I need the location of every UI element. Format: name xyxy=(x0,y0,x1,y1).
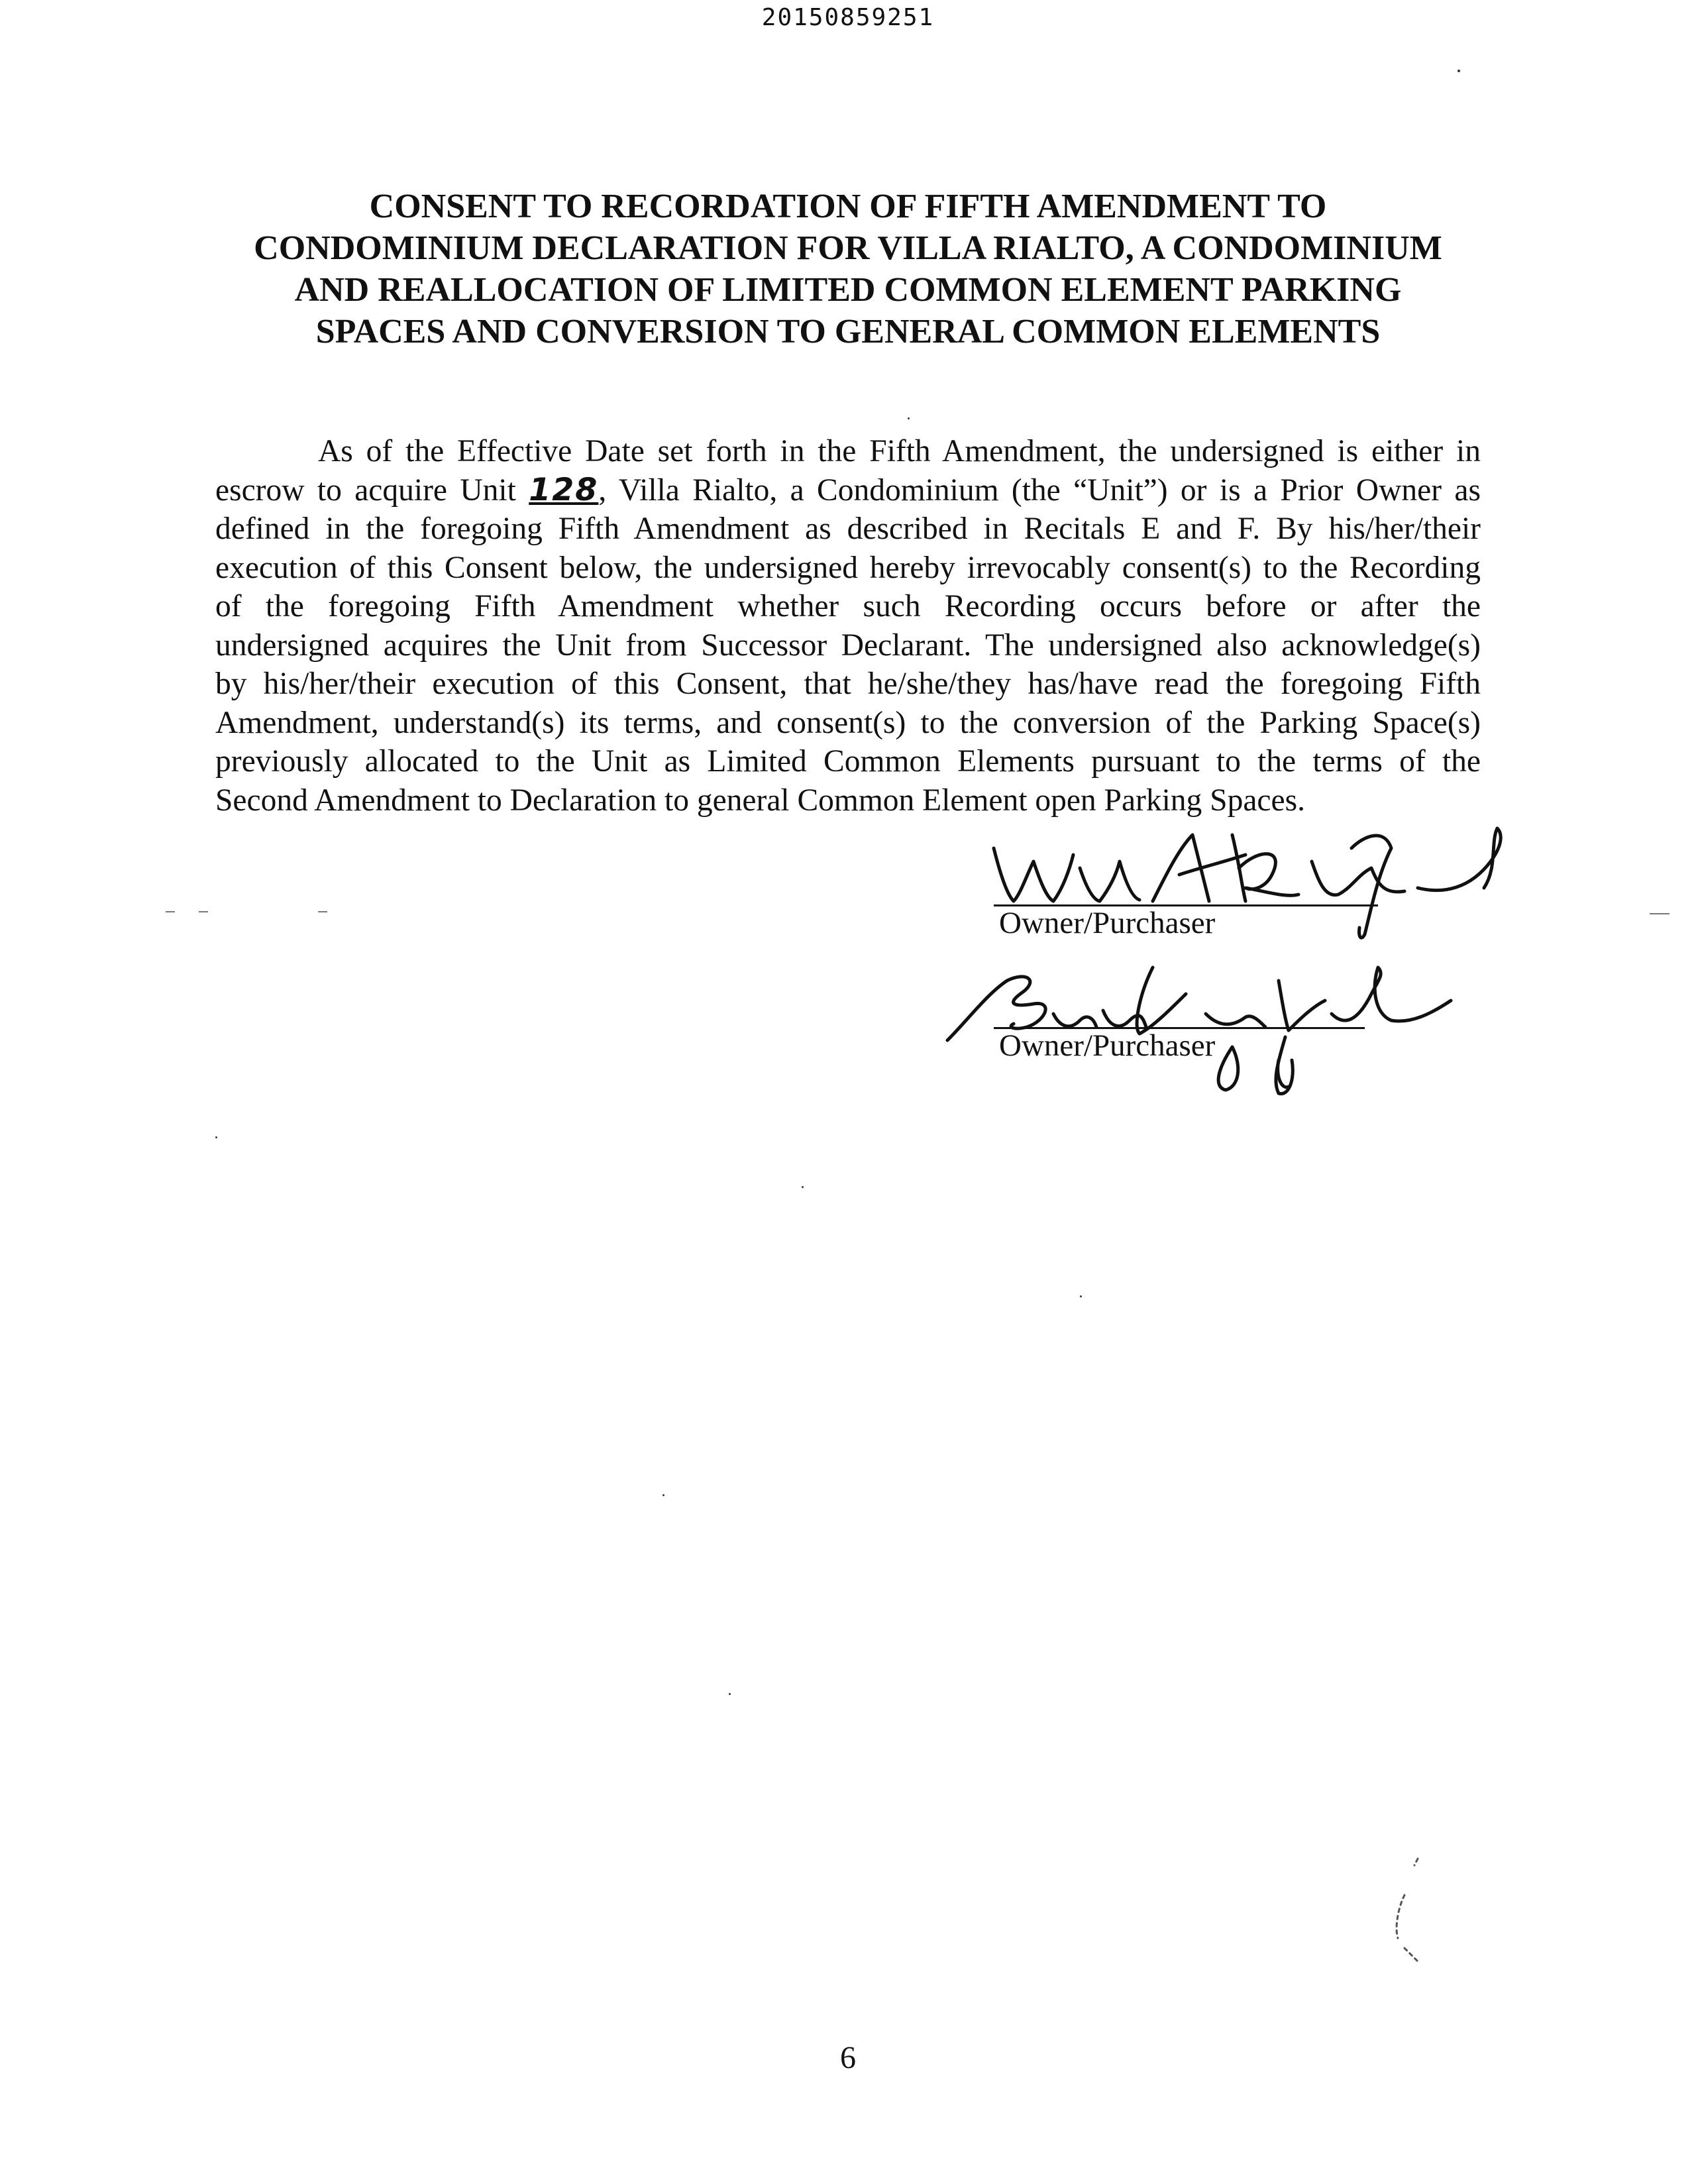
title-line-3: AND REALLOCATION OF LIMITED COMMON ELEMENT PARKING xyxy=(294,271,1402,309)
scan-speck xyxy=(1080,1295,1082,1297)
margin-stray-mark xyxy=(1378,1855,1431,1968)
scan-speck xyxy=(215,1136,217,1138)
consent-paragraph xyxy=(215,432,1481,820)
paragraph-line: As of the Effective Date set forth in the Fifth Amendment, the undersigned is either in xyxy=(318,434,1481,468)
signature-2-tail-stroke xyxy=(1265,1034,1305,1100)
paragraph-line: of the foregoing Fifth Amendment whether such Recording occurs before or after the xyxy=(215,589,1481,624)
paragraph-line: Amendment, understand(s) its terms, and consent(s) to the conversion of the Parking Space(s) xyxy=(215,705,1481,740)
unit-suffix-text: , Villa Rialto, a Condominium (the “Unit”) or is a Prior Owner as xyxy=(598,472,1481,508)
paragraph-line xyxy=(215,471,1481,510)
margin-dash xyxy=(318,911,327,912)
margin-dash xyxy=(1650,913,1670,914)
paragraph-line: Second Amendment to Declaration to general Common Element open Parking Spaces. xyxy=(215,783,1305,818)
signature-label-1: Owner/Purchaser xyxy=(999,906,1216,940)
scan-speck xyxy=(662,1494,664,1496)
margin-dash xyxy=(199,911,208,912)
paragraph-line: by his/her/their execution of this Consent, that he/she/they has/have read the foregoing Fifth xyxy=(215,667,1481,701)
margin-dash xyxy=(166,911,175,912)
title-line-4: SPACES AND CONVERSION TO GENERAL COMMON ELEMENTS xyxy=(315,313,1381,351)
signature-label-2: Owner/Purchaser xyxy=(999,1028,1216,1063)
paragraph-line: previously allocated to the Unit as Limited Common Elements pursuant to the terms of the xyxy=(215,744,1481,779)
scan-speck xyxy=(908,417,910,419)
paragraph-line: undersigned acquires the Unit from Successor Declarant. The undersigned also acknowledge(s) xyxy=(215,628,1481,663)
scan-speck xyxy=(1458,70,1460,72)
unit-prefix-text: escrow to acquire Unit xyxy=(215,472,529,508)
title-line-1: CONSENT TO RECORDATION OF FIFTH AMENDMENT TO xyxy=(369,188,1327,225)
unit-number-handwritten: 128 xyxy=(529,471,599,508)
document-title xyxy=(199,186,1497,353)
page-number: 6 xyxy=(840,2040,856,2075)
scan-speck xyxy=(802,1186,804,1188)
document-number: 20150859251 xyxy=(761,4,935,31)
title-line-2: CONDOMINIUM DECLARATION FOR VILLA RIALTO, A CONDOMINIUM xyxy=(254,229,1442,267)
paragraph-line: execution of this Consent below, the undersigned hereby irrevocably consent(s) to the Recording xyxy=(215,550,1481,585)
paragraph-line: defined in the foregoing Fifth Amendment as described in Recitals E and F. By his/her/their xyxy=(215,512,1481,546)
scan-speck xyxy=(729,1693,731,1695)
